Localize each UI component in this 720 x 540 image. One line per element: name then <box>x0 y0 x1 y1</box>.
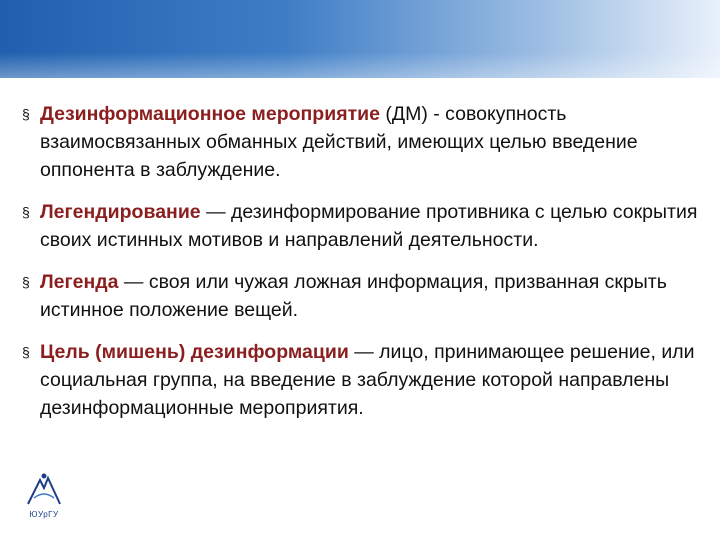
term-label: Легенда <box>40 271 119 293</box>
definitions-list <box>22 100 702 436</box>
definition-item-legendirovanie <box>22 198 702 254</box>
logo-text: ЮУрГУ <box>29 510 59 519</box>
section-bullet-icon: § <box>22 344 30 360</box>
definition-text: — лицо, принимающее решение, или социальная группа, на введение в заблуждение которой направлены дезинформационные мероприятия. <box>40 341 695 419</box>
term-label: Легендирование <box>40 201 201 223</box>
section-bullet-icon: § <box>22 204 30 220</box>
header-band <box>0 0 720 78</box>
term-label: Дезинформационное мероприятие <box>40 103 380 125</box>
section-bullet-icon: § <box>22 106 30 122</box>
term-label: Цель (мишень) дезинформации <box>40 341 349 363</box>
definition-text: (ДМ) - совокупность взаимосвязанных обманных действий, имеющих целью введение оппонента в заблуждение. <box>40 103 638 181</box>
definition-text: — своя или чужая ложная информация, призванная скрыть истинное положение вещей. <box>40 271 667 321</box>
definition-item-dm <box>22 100 702 184</box>
definition-item-target <box>22 338 702 422</box>
university-logo <box>18 470 70 526</box>
definition-item-legenda <box>22 268 702 324</box>
definition-text: — дезинформирование противника с целью сокрытия своих истинных мотивов и направлений деятельности. <box>40 201 698 251</box>
section-bullet-icon: § <box>22 274 30 290</box>
university-emblem-icon <box>18 470 70 510</box>
